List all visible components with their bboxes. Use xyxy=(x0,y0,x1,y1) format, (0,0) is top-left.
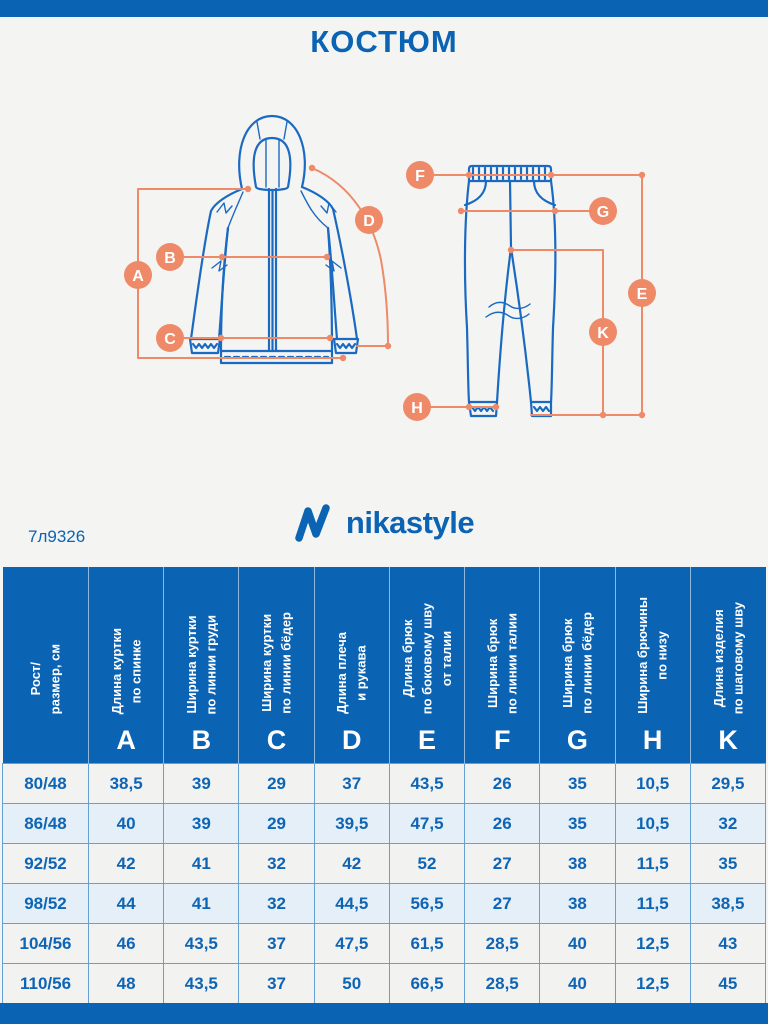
table-cell: 44 xyxy=(89,884,164,924)
size-row-110-56 xyxy=(3,964,766,1004)
svg-text:G: G xyxy=(596,204,610,221)
table-cell: 10,5 xyxy=(615,804,690,844)
table-cell: 45 xyxy=(690,964,765,1004)
table-cell: 104/56 xyxy=(3,924,89,964)
table-cell: 11,5 xyxy=(615,884,690,924)
table-cell: 35 xyxy=(540,804,615,844)
table-cell: 43,5 xyxy=(164,924,239,964)
page-title: КОСТЮМ xyxy=(310,24,458,59)
table-cell: 28,5 xyxy=(465,924,540,964)
table-cell: 52 xyxy=(389,844,464,884)
size-table xyxy=(2,567,766,1004)
table-cell: 38,5 xyxy=(690,884,765,924)
header-C: Ширина куртки по линии бёдер C xyxy=(239,567,314,764)
svg-text:D: D xyxy=(363,213,375,230)
table-cell: 43 xyxy=(690,924,765,964)
table-cell: 40 xyxy=(540,924,615,964)
table-cell: 38 xyxy=(540,844,615,884)
table-cell: 11,5 xyxy=(615,844,690,884)
bottom-accent-bar xyxy=(0,1003,768,1024)
measure-badges xyxy=(124,161,656,421)
table-cell: 32 xyxy=(239,884,314,924)
header-H: Ширина брючины по низу H xyxy=(615,567,690,764)
measurement-lines xyxy=(138,165,645,418)
table-header-row xyxy=(3,567,766,764)
table-cell: 35 xyxy=(540,764,615,804)
table-cell: 46 xyxy=(89,924,164,964)
table-cell: 50 xyxy=(314,964,389,1004)
table-cell: 48 xyxy=(89,964,164,1004)
table-cell: 40 xyxy=(540,964,615,1004)
table-cell: 40 xyxy=(89,804,164,844)
table-cell: 41 xyxy=(164,884,239,924)
table-cell: 35 xyxy=(690,844,765,884)
table-cell: 56,5 xyxy=(389,884,464,924)
table-cell: 26 xyxy=(465,804,540,844)
table-cell: 39,5 xyxy=(314,804,389,844)
header-F: Ширина брюк по линии талии F xyxy=(465,567,540,764)
header-size: Рост/ размер, см xyxy=(3,567,89,764)
svg-text:E: E xyxy=(636,286,648,303)
brand-name: nikastyle xyxy=(345,505,475,540)
table-cell: 29 xyxy=(239,804,314,844)
table-cell: 27 xyxy=(465,884,540,924)
table-cell: 26 xyxy=(465,764,540,804)
size-row-92-52 xyxy=(3,844,766,884)
table-cell: 44,5 xyxy=(314,884,389,924)
table-cell: 29 xyxy=(239,764,314,804)
jacket-drawing xyxy=(190,116,358,363)
table-cell: 43,5 xyxy=(389,764,464,804)
table-cell: 12,5 xyxy=(615,924,690,964)
table-cell: 28,5 xyxy=(465,964,540,1004)
table-cell: 98/52 xyxy=(3,884,89,924)
table-cell: 41 xyxy=(164,844,239,884)
table-cell: 39 xyxy=(164,804,239,844)
table-cell: 12,5 xyxy=(615,964,690,1004)
table-cell: 61,5 xyxy=(389,924,464,964)
header-A: Длина куртки по спинке A xyxy=(89,567,164,764)
garment-diagram xyxy=(0,88,768,433)
table-cell: 42 xyxy=(89,844,164,884)
table-cell: 37 xyxy=(314,764,389,804)
table-cell: 47,5 xyxy=(314,924,389,964)
header-G: Ширина брюк по линии бёдер G xyxy=(540,567,615,764)
table-cell: 42 xyxy=(314,844,389,884)
svg-text:B: B xyxy=(164,250,176,267)
svg-text:A: A xyxy=(132,268,144,285)
table-cell: 10,5 xyxy=(615,764,690,804)
table-cell: 37 xyxy=(239,964,314,1004)
pants-drawing xyxy=(465,166,555,416)
table-cell: 27 xyxy=(465,844,540,884)
table-cell: 37 xyxy=(239,924,314,964)
size-row-80-48 xyxy=(3,764,766,804)
header-D: Длина плеча и рукава D xyxy=(314,567,389,764)
brand-logo xyxy=(0,500,768,546)
table-cell: 66,5 xyxy=(389,964,464,1004)
svg-text:F: F xyxy=(415,168,425,185)
table-cell: 86/48 xyxy=(3,804,89,844)
size-row-86-48 xyxy=(3,804,766,844)
table-cell: 32 xyxy=(690,804,765,844)
top-accent-bar xyxy=(0,0,768,17)
svg-text:K: K xyxy=(597,325,609,342)
table-cell: 110/56 xyxy=(3,964,89,1004)
table-cell: 47,5 xyxy=(389,804,464,844)
table-cell: 43,5 xyxy=(164,964,239,1004)
svg-text:H: H xyxy=(411,400,423,417)
header-B: Ширина куртки по линии груди B xyxy=(164,567,239,764)
header-K: Длина изделия по шаговому шву K xyxy=(690,567,765,764)
size-row-98-52 xyxy=(3,884,766,924)
table-cell: 38,5 xyxy=(89,764,164,804)
article-number: 7л9326 xyxy=(28,527,86,546)
size-row-104-56 xyxy=(3,924,766,964)
svg-text:C: C xyxy=(164,331,176,348)
table-cell: 32 xyxy=(239,844,314,884)
table-cell: 29,5 xyxy=(690,764,765,804)
table-cell: 80/48 xyxy=(3,764,89,804)
table-cell: 38 xyxy=(540,884,615,924)
header-E: Длина брюк по боковому шву от талии E xyxy=(389,567,464,764)
table-cell: 92/52 xyxy=(3,844,89,884)
table-cell: 39 xyxy=(164,764,239,804)
brand-logo-icon xyxy=(294,502,334,544)
